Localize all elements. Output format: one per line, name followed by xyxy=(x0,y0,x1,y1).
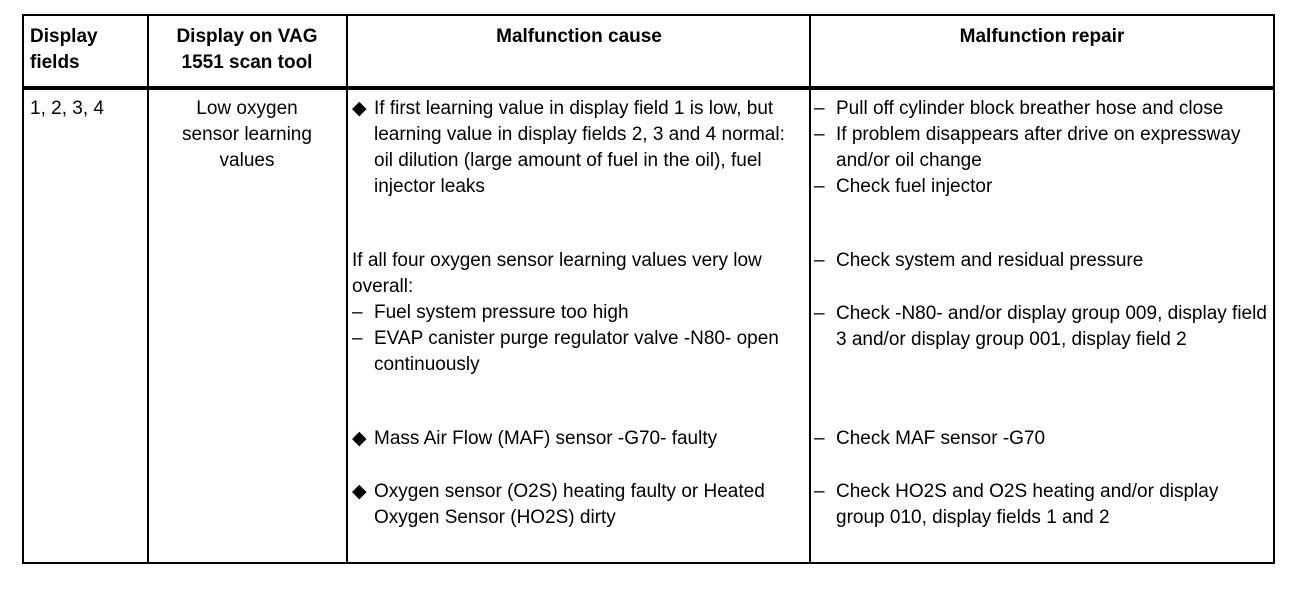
header-display-vag xyxy=(150,24,344,76)
bullet-icon: ◆ xyxy=(352,98,367,119)
display-fields-cell: 1, 2, 3, 4 xyxy=(30,98,104,119)
display-cell xyxy=(150,96,344,174)
dash-icon: – xyxy=(352,328,363,349)
cause-text: Fuel system pressure too high xyxy=(374,302,629,323)
dash-icon: – xyxy=(814,481,825,502)
repair-item-ho2s xyxy=(814,479,1270,531)
repair-text: Check system and residual pressure xyxy=(836,250,1144,271)
header-divider xyxy=(24,86,1273,90)
repair-text: If problem disappears after drive on expressway and/or oil change xyxy=(836,124,1241,171)
column-divider xyxy=(809,16,811,562)
repair-text: Check -N80- and/or display group 009, display field 3 and/or display group 001, display field 2 xyxy=(836,303,1267,350)
dash-icon: – xyxy=(814,250,825,271)
cause-item-maf xyxy=(352,426,802,452)
display-text: values xyxy=(219,150,275,171)
repair-item-pressure xyxy=(814,248,1270,274)
cause-text: If first learning value in display field 1 is low, but learning value in display fields 2, 3 and 4 normal: oil dilution (large amount of fuel in the oil), fuel injector leaks xyxy=(374,98,785,197)
header-repair: Malfunction repair xyxy=(959,26,1125,47)
dash-icon: – xyxy=(814,303,825,324)
header-text: Display xyxy=(30,26,98,47)
dash-icon: – xyxy=(814,98,825,119)
repair-group-1 xyxy=(814,96,1270,200)
bullet-icon: ◆ xyxy=(352,428,367,449)
cause-text: EVAP canister purge regulator valve -N80- open continuously xyxy=(374,328,779,375)
dash-icon: – xyxy=(814,124,825,145)
header-text: 1551 scan tool xyxy=(181,52,313,73)
display-text: sensor learning xyxy=(182,124,312,145)
header-text: Display on VAG xyxy=(176,26,318,47)
header-display-fields xyxy=(30,24,142,76)
cause-item-o2s xyxy=(352,479,802,531)
header-cause: Malfunction cause xyxy=(496,26,662,47)
dash-icon: – xyxy=(352,302,363,323)
header-text: fields xyxy=(30,52,80,73)
cause-text: If all four oxygen sensor learning values very low overall: xyxy=(352,250,762,297)
cause-item-oil-dilution xyxy=(352,96,802,200)
cause-text: Mass Air Flow (MAF) sensor -G70- faulty xyxy=(374,428,718,449)
cause-group-low-overall xyxy=(352,248,802,378)
repair-text: Check HO2S and O2S heating and/or display group 010, display fields 1 and 2 xyxy=(836,481,1219,528)
dash-icon: – xyxy=(814,176,825,197)
cause-text: Oxygen sensor (O2S) heating faulty or Heated Oxygen Sensor (HO2S) dirty xyxy=(374,481,765,528)
display-text: Low oxygen xyxy=(196,98,298,119)
repair-item-n80 xyxy=(814,301,1270,353)
diagnostic-table xyxy=(22,14,1275,564)
repair-text: Check MAF sensor -G70 xyxy=(836,428,1046,449)
dash-icon: – xyxy=(814,428,825,449)
column-divider xyxy=(346,16,348,562)
bullet-icon: ◆ xyxy=(352,481,367,502)
repair-text: Pull off cylinder block breather hose and close xyxy=(836,98,1224,119)
repair-item-maf xyxy=(814,426,1270,452)
column-divider xyxy=(147,16,149,562)
repair-text: Check fuel injector xyxy=(836,176,993,197)
